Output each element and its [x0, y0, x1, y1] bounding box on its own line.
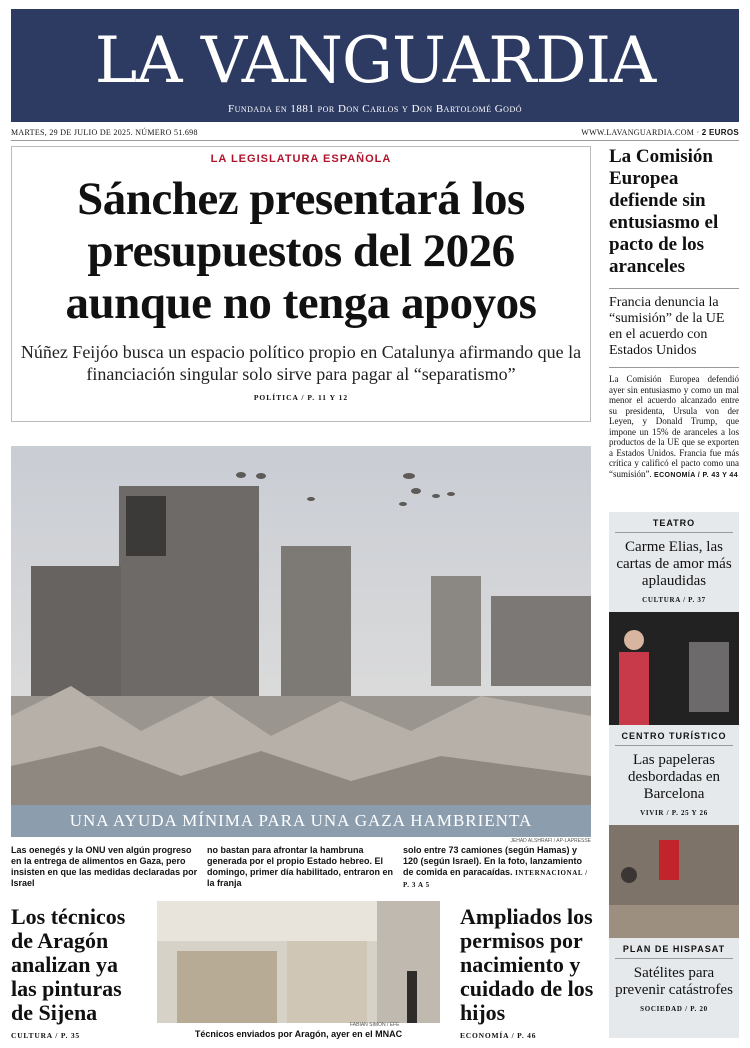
- centro-photo: [609, 825, 739, 938]
- photo-credit: JEHAD ALSHRAFI / AP-LAPRESSE: [510, 838, 591, 844]
- photo2-credit: FABIAN SIMON / EFE: [350, 1022, 400, 1028]
- sidebar-headline: La Comisión Europea defiende sin entusiasmo el pacto de los aranceles: [609, 146, 719, 277]
- teatro-page-ref: CULTURA / P. 37: [642, 596, 706, 604]
- box-centro: [609, 725, 739, 825]
- hispasat-page-ref: SOCIEDAD / P. 20: [640, 1005, 708, 1013]
- centro-tag: CENTRO TURÍSTICO: [615, 725, 733, 746]
- newspaper-title: LA VANGUARDIA: [94, 24, 656, 98]
- permisos-headline: Ampliados los permisos por nacimiento y cuidado de los hijos: [460, 904, 594, 1025]
- gaza-ruins-image: [11, 446, 591, 837]
- price: 2 EUROS: [701, 127, 739, 137]
- sidebar-body-text: La Comisión Europea defendió ayer sin entusiasmo y como un mal menor el acuerdo alcanzado entre su presidenta, Ursula von der Leyen, y Donald Trump, que impone un 15% de aranceles a los productos de la UE que se exporten a Estados Unidos. Francia fue más crítica y calificó el pacto como una “sumisión”.: [609, 374, 739, 479]
- caption-page-ref: INTERNACIONAL / P. 3 A 5: [403, 869, 588, 889]
- caption-col-2: no bastan para afrontar la hambruna generada por el propio Estado hebreo. El domingo, primer día habilitado, entraron en la franja: [207, 845, 394, 888]
- teatro-photo: [609, 612, 739, 725]
- centro-headline: Las papeleras desbordadas en Barcelona: [627, 752, 721, 802]
- sidebar-body: [609, 367, 739, 481]
- website-url: WWW.LAVANGUARDIA.COM: [581, 127, 695, 137]
- box-teatro: [609, 512, 739, 612]
- sidebar-page-ref: ECONOMÍA / P. 43 Y 44: [654, 471, 739, 479]
- teatro-tag: TEATRO: [615, 512, 733, 533]
- story-permisos: [460, 905, 600, 1040]
- story-sijena: [11, 905, 149, 1040]
- caption-col-3-text: solo entre 73 camiones (según Hamas) y 120 (según Israel). En la foto, lanzamiento de comida en paracaídas.: [403, 845, 583, 877]
- teatro-headline: Carme Elias, las cartas de amor más aplaudidas: [616, 539, 732, 589]
- sidebar-story: [609, 146, 739, 481]
- teatro-image: [609, 612, 739, 725]
- gaza-photo: [11, 446, 591, 837]
- dateline-right: WWW.LAVANGUARDIA.COM · 2 EUROS: [581, 127, 739, 137]
- photo2-caption: Técnicos enviados por Aragón, ayer en el MNAC: [194, 1029, 403, 1039]
- lead-story: [11, 146, 591, 422]
- masthead: [11, 9, 739, 122]
- hispasat-tag: PLAN DE HISPASAT: [615, 938, 733, 959]
- newspaper-subtitle: Fundada en 1881 por Don Carlos y Don Bartolomé Godó: [227, 103, 523, 115]
- issue-date: MARTES, 29 DE JULIO DE 2025. NÚMERO 51.698: [11, 127, 198, 137]
- lead-section: LA LEGISLATURA ESPAÑOLA: [210, 153, 392, 165]
- caption-col-3: [403, 845, 591, 891]
- dateline: [11, 124, 739, 141]
- permisos-page-ref: ECONOMÍA / P. 46: [460, 1031, 537, 1040]
- mnac-photo: [157, 901, 440, 1023]
- centro-page-ref: VIVIR / P. 25 Y 26: [640, 809, 708, 817]
- sijena-headline: Los técnicos de Aragón analizan ya las pinturas de Sijena: [11, 904, 126, 1025]
- photo-banner: UNA AYUDA MÍNIMA PARA UNA GAZA HAMBRIENTA: [11, 805, 591, 837]
- caption-col-1: Las oenegés y la ONU ven algún progreso en la entrega de alimentos en Gaza, pero insisten en que las medidas declaradas por Israel: [11, 845, 198, 888]
- lead-deck: Núñez Feijóo busca un espacio político propio en Catalunya afirmando que la financiación singular solo sirve para pagar al “separatismo”: [20, 342, 582, 384]
- lead-headline: Sánchez presentará los presupuestos del 2026 aunque no tenga apoyos: [65, 173, 537, 329]
- sijena-page-ref: CULTURA / P. 35: [11, 1031, 80, 1040]
- sidebar-subhead: Francia denuncia la “sumisión” de la UE en el acuerdo con Estados Unidos: [609, 288, 739, 359]
- hispasat-headline: Satélites para prevenir catástrofes: [615, 965, 733, 998]
- box-hispasat: [609, 938, 739, 1038]
- mnac-image: [157, 901, 440, 1023]
- centro-image: [609, 825, 739, 938]
- photo-caption: [11, 845, 591, 891]
- lead-page-ref: POLÍTICA / P. 11 Y 12: [253, 393, 349, 402]
